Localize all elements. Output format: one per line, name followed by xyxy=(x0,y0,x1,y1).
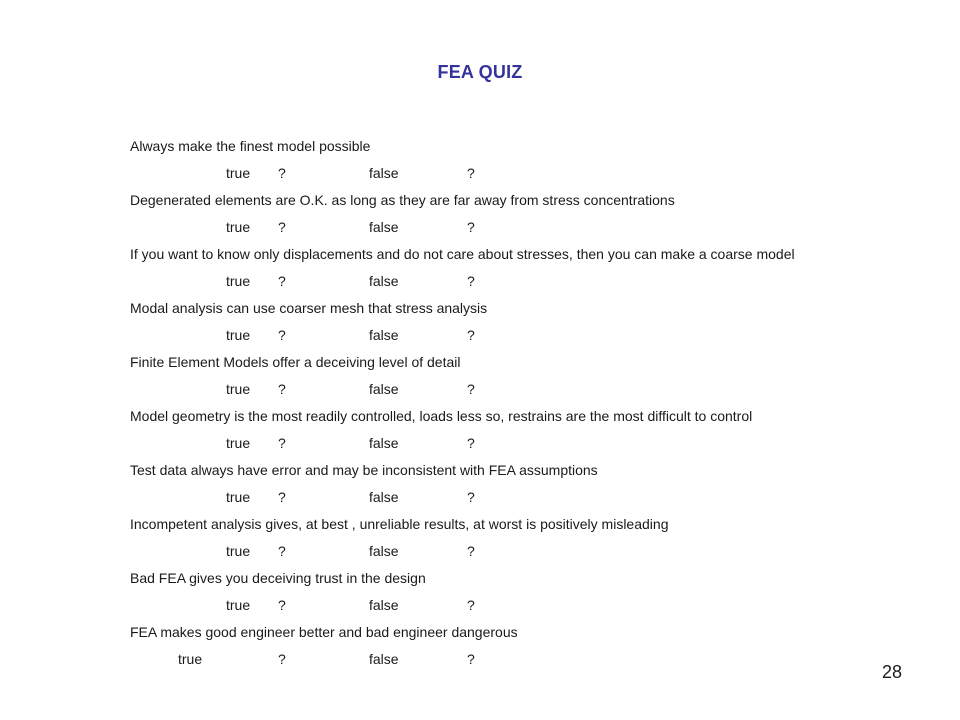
false-answer-mark: ? xyxy=(467,597,475,613)
question-text: Finite Element Models offer a deceiving level of detail xyxy=(130,354,461,370)
true-answer-mark: ? xyxy=(278,435,286,451)
false-answer-mark: ? xyxy=(467,489,475,505)
false-answer-mark: ? xyxy=(467,327,475,343)
quiz-item xyxy=(130,407,930,461)
false-answer-mark: ? xyxy=(467,435,475,451)
slide-title: FEA QUIZ xyxy=(437,62,523,82)
quiz-item xyxy=(130,353,930,407)
true-option[interactable]: true xyxy=(178,651,203,667)
false-answer-mark: ? xyxy=(467,651,475,667)
quiz-item xyxy=(130,569,930,623)
true-option[interactable]: true xyxy=(226,543,251,559)
question-text: Modal analysis can use coarser mesh that stress analysis xyxy=(130,300,488,316)
true-answer-mark: ? xyxy=(278,381,286,397)
quiz-item xyxy=(130,245,930,299)
question-text: Degenerated elements are O.K. as long as they are far away from stress concentrations xyxy=(130,192,675,208)
true-option[interactable]: true xyxy=(226,489,251,505)
false-option[interactable]: false xyxy=(369,219,399,235)
false-option[interactable]: false xyxy=(369,543,399,559)
false-option[interactable]: false xyxy=(369,489,399,505)
false-answer-mark: ? xyxy=(467,219,475,235)
quiz-list xyxy=(130,137,930,677)
true-option[interactable]: true xyxy=(226,597,251,613)
true-answer-mark: ? xyxy=(278,651,286,667)
question-text: FEA makes good engineer better and bad engineer dangerous xyxy=(130,624,518,640)
quiz-item xyxy=(130,191,930,245)
true-option[interactable]: true xyxy=(226,219,251,235)
true-option[interactable]: true xyxy=(226,327,251,343)
true-option[interactable]: true xyxy=(226,381,251,397)
false-option[interactable]: false xyxy=(369,381,399,397)
false-answer-mark: ? xyxy=(467,165,475,181)
question-text: Model geometry is the most readily controlled, loads less so, restrains are the most difficult to control xyxy=(130,408,753,424)
false-answer-mark: ? xyxy=(467,543,475,559)
false-option[interactable]: false xyxy=(369,327,399,343)
true-answer-mark: ? xyxy=(278,327,286,343)
true-answer-mark: ? xyxy=(278,543,286,559)
quiz-item xyxy=(130,515,930,569)
quiz-item xyxy=(130,623,930,677)
question-text: Test data always have error and may be inconsistent with FEA assumptions xyxy=(130,462,598,478)
quiz-item xyxy=(130,137,930,191)
question-text: Always make the finest model possible xyxy=(130,138,371,154)
true-answer-mark: ? xyxy=(278,219,286,235)
false-option[interactable]: false xyxy=(369,597,399,613)
false-option[interactable]: false xyxy=(369,165,399,181)
true-option[interactable]: true xyxy=(226,435,251,451)
false-option[interactable]: false xyxy=(369,273,399,289)
true-option[interactable]: true xyxy=(226,273,251,289)
quiz-item xyxy=(130,461,930,515)
false-option[interactable]: false xyxy=(369,435,399,451)
page-number: 28 xyxy=(882,662,903,682)
quiz-item xyxy=(130,299,930,353)
true-answer-mark: ? xyxy=(278,489,286,505)
question-text: If you want to know only displacements and do not care about stresses, then you can make a coarse model xyxy=(130,246,795,262)
true-answer-mark: ? xyxy=(278,165,286,181)
false-option[interactable]: false xyxy=(369,651,399,667)
true-option[interactable]: true xyxy=(226,165,251,181)
question-text: Incompetent analysis gives, at best , unreliable results, at worst is positively misleading xyxy=(130,516,669,532)
false-answer-mark: ? xyxy=(467,273,475,289)
question-text: Bad FEA gives you deceiving trust in the design xyxy=(130,570,426,586)
true-answer-mark: ? xyxy=(278,273,286,289)
false-answer-mark: ? xyxy=(467,381,475,397)
true-answer-mark: ? xyxy=(278,597,286,613)
